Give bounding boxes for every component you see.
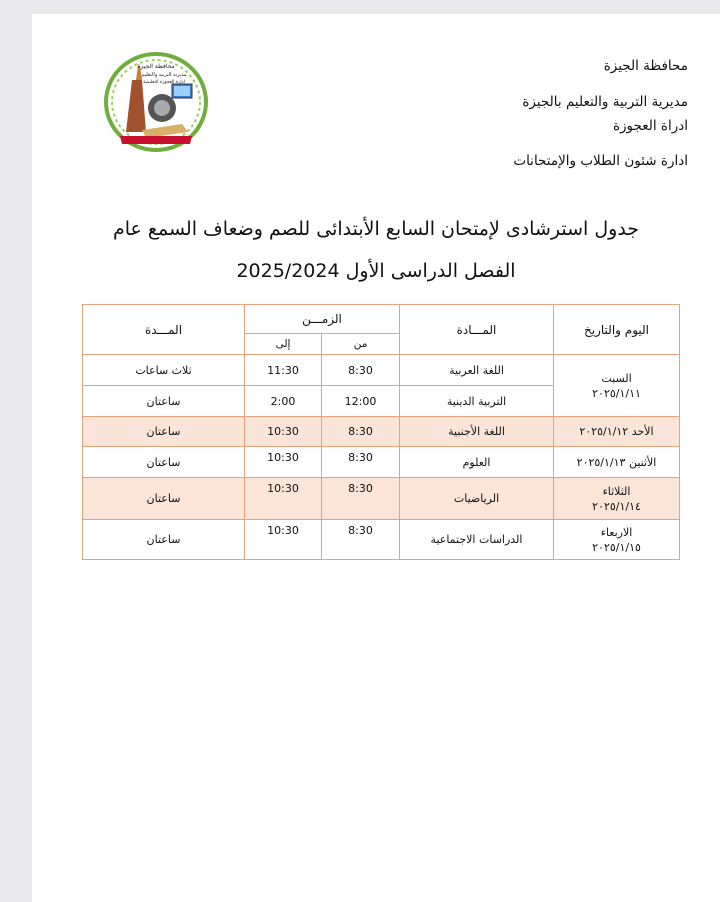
duration-cell: ساعتان: [83, 417, 245, 447]
header-subject: المـــادة: [400, 305, 554, 355]
table-row: [83, 417, 680, 447]
header-day-date: اليوم والتاريخ: [554, 305, 680, 355]
header-to: إلى: [245, 334, 322, 355]
header-from: من: [322, 334, 400, 355]
subject-cell: اللغة العربية: [400, 355, 554, 386]
directorate-label: مديرية التربية والتعليم بالجيزة: [522, 94, 688, 110]
duration-cell: ساعتان: [83, 447, 245, 478]
subject-cell: التربية الدينية: [400, 386, 554, 417]
subject-cell: الدراسات الاجتماعية: [400, 520, 554, 560]
from-cell: 8:30: [322, 355, 400, 386]
from-cell: 8:30: [322, 478, 400, 520]
duration-cell: ساعتان: [83, 520, 245, 560]
svg-text:مديرية التربية والتعليم: مديرية التربية والتعليم: [141, 72, 187, 78]
table-row: [83, 520, 680, 560]
svg-text:محافظة الجيزة: محافظة الجيزة: [137, 63, 175, 70]
department-label: ادارة شئون الطلاب والإمتحانات: [513, 153, 688, 169]
day-date-cell: السبت ٢٠٢٥/١/١١: [554, 355, 680, 417]
from-cell: 8:30: [322, 417, 400, 447]
schedule-title: جدول استرشادى لإمتحان السابع الأبتدائى للصم وضعاف السمع عام: [112, 218, 640, 240]
from-cell: 12:00: [322, 386, 400, 417]
header-time: الزمـــن: [245, 305, 400, 334]
table-header-row: [83, 305, 680, 334]
giza-education-logo: [102, 50, 210, 152]
day-date-cell: الأحد ٢٠٢٥/١/١٢: [554, 417, 680, 447]
from-cell: 8:30: [322, 447, 400, 478]
governorate-label: محافظة الجيزة: [603, 58, 688, 74]
duration-cell: ساعتان: [83, 478, 245, 520]
document-page: [32, 14, 720, 902]
table-row: [83, 447, 680, 478]
day-date-cell: الثلاثاء ٢٠٢٥/١/١٤: [554, 478, 680, 520]
from-cell: 8:30: [322, 520, 400, 560]
to-cell: 10:30: [245, 417, 322, 447]
duration-cell: ثلاث ساعات: [83, 355, 245, 386]
to-cell: 2:00: [245, 386, 322, 417]
to-cell: 11:30: [245, 355, 322, 386]
subject-cell: الرياضيات: [400, 478, 554, 520]
table-row: [83, 478, 680, 520]
day-date-cell: الأثنين ٢٠٢٥/١/١٣: [554, 447, 680, 478]
duration-cell: ساعتان: [83, 386, 245, 417]
schedule-subtitle: الفصل الدراسى الأول 2025/2024: [236, 260, 516, 282]
day-date-cell: الاربعاء ٢٠٢٥/١/١٥: [554, 520, 680, 560]
to-cell: 10:30: [245, 447, 322, 478]
administration-label: ادراة العجوزة: [612, 118, 688, 134]
header-duration: المـــدة: [83, 305, 245, 355]
exam-schedule-table: [82, 304, 680, 560]
svg-text:ادارة العجوزة التعليمية: ادارة العجوزة التعليمية: [143, 80, 185, 85]
subject-cell: العلوم: [400, 447, 554, 478]
table-row: [83, 355, 680, 386]
subject-cell: اللغة الأجنبية: [400, 417, 554, 447]
to-cell: 10:30: [245, 520, 322, 560]
to-cell: 10:30: [245, 478, 322, 520]
